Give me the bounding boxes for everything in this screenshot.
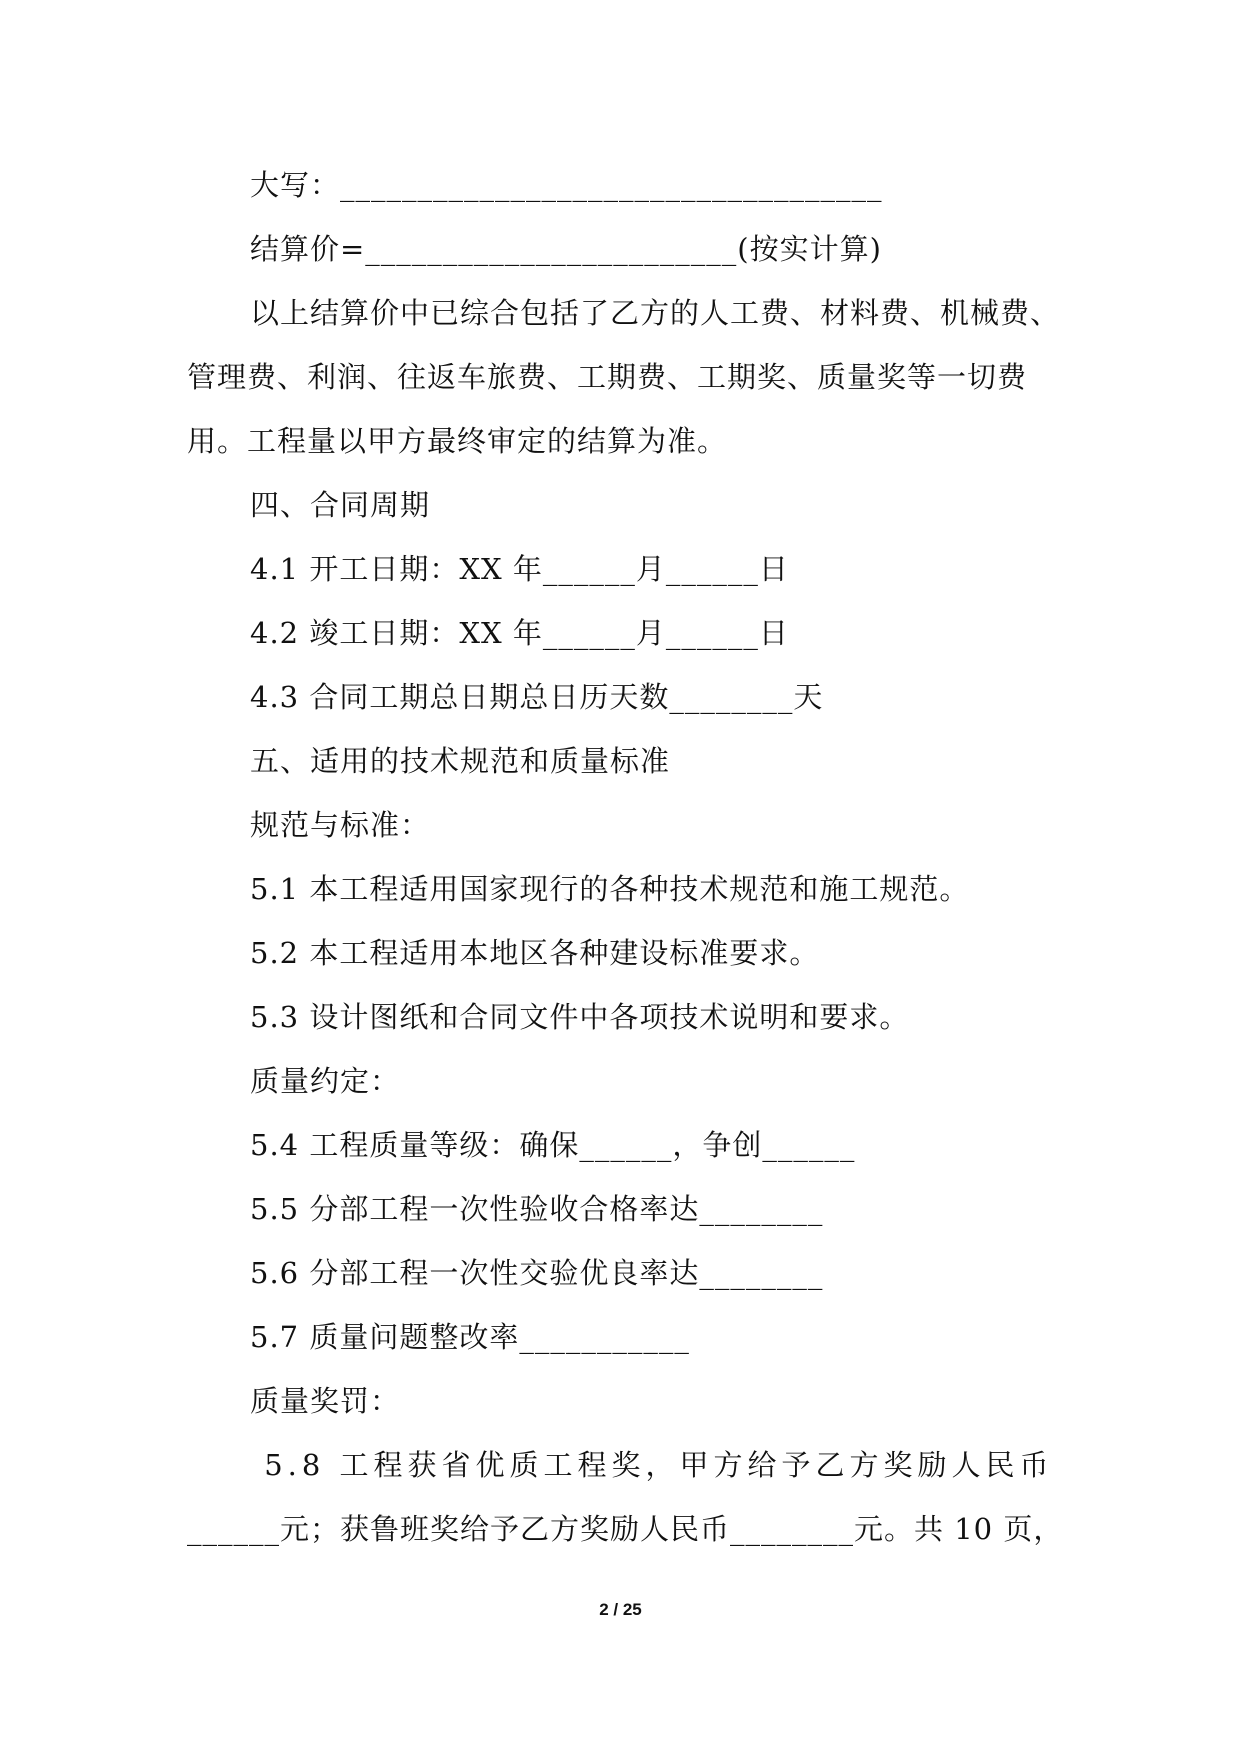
clause-5-6: 5.6 分部工程一次性交验优良率达________: [250, 1256, 824, 1290]
text-line-paragraph-3: 用。工程量以甲方最终审定的结算为准。: [187, 424, 728, 458]
clause-4-1: 4.1 开工日期：XX 年______月______日: [250, 552, 789, 586]
subheading-quality-agreement: 质量约定：: [250, 1064, 401, 1098]
clause-4-2: 4.2 竣工日期：XX 年______月______日: [250, 616, 789, 650]
text-line-settlement-price: 结算价=________________________(按实计算): [250, 232, 882, 266]
clause-5-1: 5.1 本工程适用国家现行的各种技术规范和施工规范。: [250, 872, 970, 906]
clause-5-2: 5.2 本工程适用本地区各种建设标准要求。: [250, 936, 820, 970]
text-line-paragraph-1: 以上结算价中已综合包括了乙方的人工费、材料费、机械费、: [250, 296, 1061, 330]
clause-5-3: 5.3 设计图纸和合同文件中各项技术说明和要求。: [250, 1000, 910, 1034]
text-line-daxie: 大写：___________________________________: [250, 168, 883, 202]
clause-5-8: 5.8 工程获省优质工程奖，甲方给予乙方奖励人民币: [250, 1448, 1054, 1482]
clause-5-8-continued: ______元；获鲁班奖给予乙方奖励人民币________元。共 10 页，: [187, 1512, 1064, 1546]
subheading-quality-rewards: 质量奖罚：: [250, 1384, 401, 1418]
clause-4-3: 4.3 合同工期总日期总日历天数________天: [250, 680, 824, 714]
clause-5-4: 5.4 工程质量等级：确保______，争创______: [250, 1128, 856, 1162]
page-number: 2 / 25: [599, 1600, 642, 1619]
clause-5-7: 5.7 质量问题整改率___________: [250, 1320, 690, 1354]
section-heading-5: 五、适用的技术规范和质量标准: [250, 744, 671, 778]
text-line-paragraph-2: 管理费、利润、往返车旅费、工期费、工期奖、质量奖等一切费: [187, 360, 1028, 394]
section-heading-4: 四、合同周期: [250, 488, 431, 522]
subheading-standards: 规范与标准：: [250, 808, 431, 842]
clause-5-5: 5.5 分部工程一次性验收合格率达________: [250, 1192, 824, 1226]
